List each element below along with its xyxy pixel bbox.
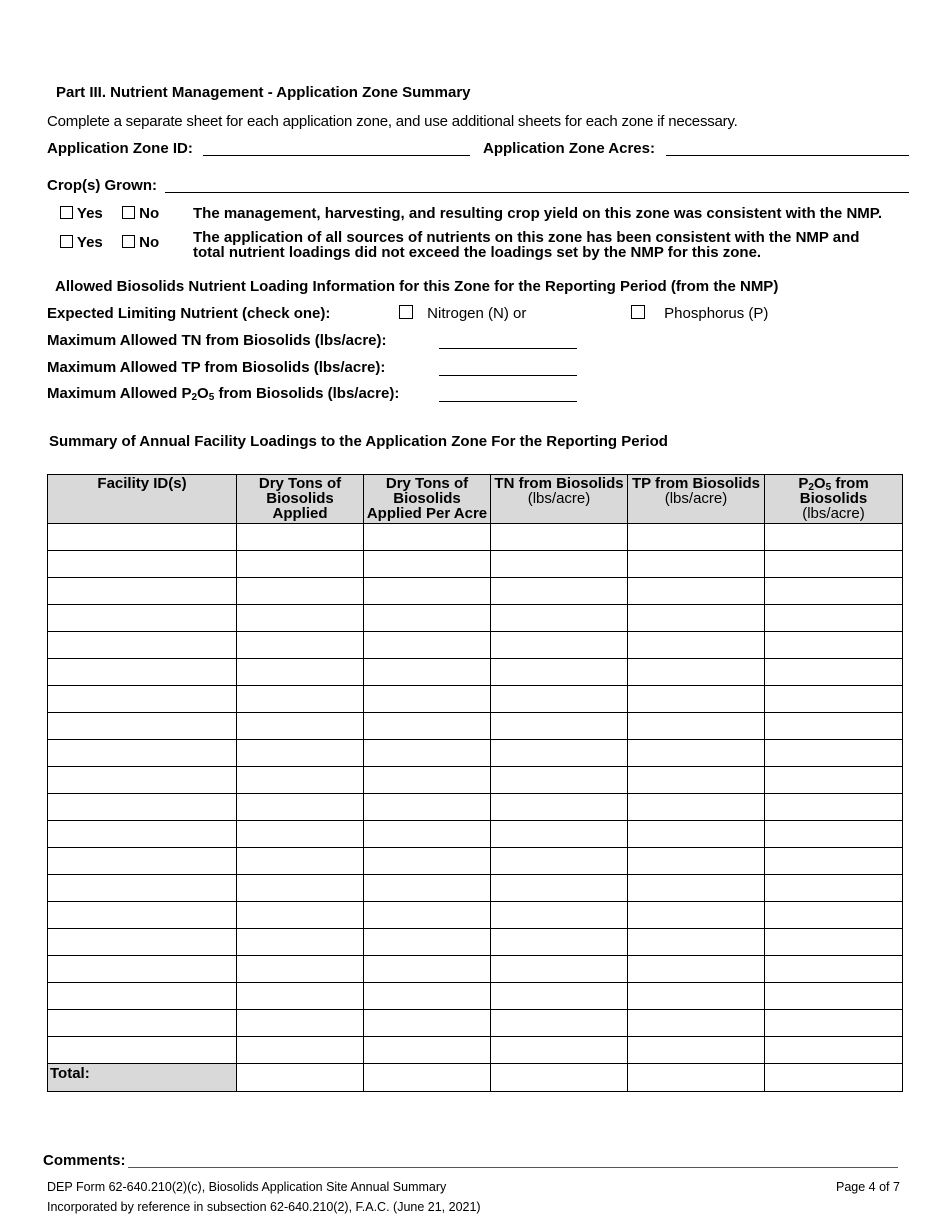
col-p2o5: $P_2O_5$ from Biosolids (lbs/acre) [765, 475, 903, 524]
yes-checkbox[interactable] [60, 206, 73, 219]
table-cell[interactable] [765, 605, 903, 632]
part-title: Part III. Nutrient Management - Application Zone Summary [56, 84, 471, 101]
table-cell[interactable] [48, 632, 237, 659]
loading-heading: Allowed Biosolids Nutrient Loading Information for this Zone for the Reporting Period (from the NMP) [55, 278, 779, 295]
yes-label: Yes [76, 205, 103, 222]
no-label: No [139, 234, 160, 251]
table-cell[interactable] [48, 713, 237, 740]
table-cell[interactable] [364, 794, 491, 821]
table-cell[interactable] [237, 1037, 364, 1064]
table-cell[interactable] [364, 902, 491, 929]
max-p2o5-label: Maximum Allowed $P_2O_5$ from Biosolids (lbs/acre): [47, 385, 400, 403]
table-cell[interactable] [491, 524, 628, 551]
table-cell[interactable] [48, 1037, 237, 1064]
table-row [48, 578, 903, 605]
table-cell[interactable] [628, 875, 765, 902]
table-header-row [48, 475, 903, 524]
table-cell[interactable] [628, 1037, 765, 1064]
table-cell[interactable] [237, 551, 364, 578]
max-tn-label: Maximum Allowed TN from Biosolids (lbs/acre): [47, 332, 387, 349]
table-cell[interactable] [48, 956, 237, 983]
table-row [48, 956, 903, 983]
yes-checkbox[interactable] [60, 235, 73, 248]
table-cell[interactable] [364, 578, 491, 605]
statement1-no[interactable] [122, 205, 159, 222]
total-cell[interactable] [364, 1064, 491, 1092]
table-cell[interactable] [628, 605, 765, 632]
table-cell[interactable] [237, 659, 364, 686]
table-cell[interactable] [237, 956, 364, 983]
max-p2o5-field[interactable] [439, 401, 577, 402]
table-cell[interactable] [628, 929, 765, 956]
table-cell[interactable] [628, 632, 765, 659]
table-cell[interactable] [237, 875, 364, 902]
table-cell[interactable] [364, 659, 491, 686]
table-cell[interactable] [364, 767, 491, 794]
table-row [48, 902, 903, 929]
table-cell[interactable] [628, 956, 765, 983]
statement2-text [193, 230, 859, 260]
limiting-label: Expected Limiting Nutrient (check one): [47, 305, 331, 322]
table-cell[interactable] [48, 659, 237, 686]
table-cell[interactable] [628, 902, 765, 929]
no-checkbox[interactable] [122, 235, 135, 248]
table-cell[interactable] [491, 578, 628, 605]
table-row [48, 659, 903, 686]
table-cell[interactable] [364, 983, 491, 1010]
zone-id-field[interactable] [203, 155, 470, 156]
statement2-no[interactable] [122, 234, 159, 251]
table-cell[interactable] [491, 875, 628, 902]
table-cell[interactable] [237, 686, 364, 713]
table-cell[interactable] [48, 821, 237, 848]
table-cell[interactable] [491, 659, 628, 686]
table-cell[interactable] [48, 929, 237, 956]
table-cell[interactable] [628, 983, 765, 1010]
table-row [48, 740, 903, 767]
table-cell[interactable] [364, 821, 491, 848]
table-cell[interactable] [765, 1037, 903, 1064]
table-cell[interactable] [491, 1010, 628, 1037]
table-cell[interactable] [491, 632, 628, 659]
footer-form-name: DEP Form 62-640.210(2)(c), Biosolids Application Site Annual Summary [47, 1180, 447, 1194]
table-cell[interactable] [48, 524, 237, 551]
table-cell[interactable] [491, 686, 628, 713]
phosphorus-option[interactable] [631, 305, 768, 322]
table-cell[interactable] [628, 686, 765, 713]
table-row [48, 875, 903, 902]
table-cell[interactable] [48, 740, 237, 767]
table-cell[interactable] [765, 875, 903, 902]
table-cell[interactable] [364, 686, 491, 713]
statement2-line2: total nutrient loadings did not exceed the loadings set by the NMP for this zone. [193, 244, 762, 261]
zone-acres-label: Application Zone Acres: [483, 140, 655, 157]
table-row [48, 794, 903, 821]
zone-id-label: Application Zone ID: [47, 140, 193, 157]
table-cell[interactable] [48, 794, 237, 821]
table-cell[interactable] [491, 956, 628, 983]
table-cell[interactable] [628, 794, 765, 821]
table-cell[interactable] [237, 632, 364, 659]
table-cell[interactable] [237, 524, 364, 551]
table-cell[interactable] [48, 578, 237, 605]
table-cell[interactable] [364, 524, 491, 551]
table-row [48, 821, 903, 848]
table-cell[interactable] [765, 821, 903, 848]
table-cell[interactable] [765, 794, 903, 821]
col-facility-id: Facility ID(s) [48, 475, 237, 524]
table-cell[interactable] [765, 740, 903, 767]
table-cell[interactable] [364, 605, 491, 632]
table-cell[interactable] [765, 713, 903, 740]
table-cell[interactable] [491, 767, 628, 794]
table-cell[interactable] [491, 983, 628, 1010]
table-cell[interactable] [628, 821, 765, 848]
table-cell[interactable] [364, 740, 491, 767]
nitrogen-option[interactable] [399, 305, 526, 322]
table-cell[interactable] [364, 1037, 491, 1064]
table-cell[interactable] [765, 524, 903, 551]
table-row [48, 605, 903, 632]
table-cell[interactable] [491, 1037, 628, 1064]
table-cell[interactable] [491, 551, 628, 578]
total-cell[interactable] [765, 1064, 903, 1092]
table-row [48, 767, 903, 794]
statement2-line1: The application of all sources of nutrients on this zone has been consistent with the NMP and [193, 229, 860, 246]
table-cell[interactable] [364, 1010, 491, 1037]
table-cell[interactable] [491, 929, 628, 956]
table-cell[interactable] [628, 551, 765, 578]
table-cell[interactable] [48, 767, 237, 794]
table-cell[interactable] [628, 740, 765, 767]
table-cell[interactable] [765, 686, 903, 713]
table-cell[interactable] [237, 929, 364, 956]
table-cell[interactable] [364, 632, 491, 659]
max-tp-label: Maximum Allowed TP from Biosolids (lbs/acre): [47, 359, 386, 376]
table-cell[interactable] [364, 956, 491, 983]
zone-acres-field[interactable] [666, 155, 909, 156]
table-cell[interactable] [48, 983, 237, 1010]
table-cell[interactable] [48, 605, 237, 632]
nitrogen-label: Nitrogen (N) or [427, 305, 527, 322]
table-cell[interactable] [491, 740, 628, 767]
table-cell[interactable] [765, 929, 903, 956]
table-cell[interactable] [765, 551, 903, 578]
total-cell[interactable] [491, 1064, 628, 1092]
table-row [48, 1037, 903, 1064]
table-cell[interactable] [48, 686, 237, 713]
table-row [48, 848, 903, 875]
table-cell[interactable] [628, 713, 765, 740]
no-checkbox[interactable] [122, 206, 135, 219]
table-cell[interactable] [765, 1010, 903, 1037]
table-row [48, 686, 903, 713]
table-cell[interactable] [364, 848, 491, 875]
table-cell[interactable] [48, 902, 237, 929]
facility-loadings-table [47, 474, 903, 1092]
table-cell[interactable] [765, 578, 903, 605]
table-cell[interactable] [491, 794, 628, 821]
table-cell[interactable] [628, 524, 765, 551]
col-dry-tons: Dry Tons of Biosolids Applied [237, 475, 364, 524]
crops-label: Crop(s) Grown: [47, 177, 157, 194]
table-row [48, 1010, 903, 1037]
table-cell[interactable] [48, 875, 237, 902]
max-tp-field[interactable] [439, 375, 577, 376]
table-cell[interactable] [237, 605, 364, 632]
footer-incorporated: Incorporated by reference in subsection 62-640.210(2), F.A.C. (June 21, 2021) [47, 1200, 481, 1214]
table-cell[interactable] [765, 659, 903, 686]
table-cell[interactable] [237, 848, 364, 875]
table-cell[interactable] [48, 1010, 237, 1037]
statement1-text: The management, harvesting, and resulting crop yield on this zone was consistent with the NMP. [193, 205, 883, 222]
statement2-yes[interactable] [60, 234, 103, 251]
table-cell[interactable] [491, 848, 628, 875]
table-cell[interactable] [491, 821, 628, 848]
col-dry-tons-per-acre: Dry Tons of Biosolids Applied Per Acre [364, 475, 491, 524]
table-cell[interactable] [491, 713, 628, 740]
table-cell[interactable] [491, 605, 628, 632]
total-label: Total: [48, 1064, 237, 1092]
table-cell[interactable] [765, 632, 903, 659]
yes-label: Yes [76, 234, 103, 251]
table-cell[interactable] [765, 902, 903, 929]
table-cell[interactable] [48, 551, 237, 578]
table-cell[interactable] [237, 713, 364, 740]
total-cell[interactable] [237, 1064, 364, 1092]
table-row [48, 983, 903, 1010]
no-label: No [139, 205, 160, 222]
phosphorus-checkbox[interactable] [631, 305, 645, 319]
table-cell[interactable] [237, 983, 364, 1010]
table-cell[interactable] [364, 929, 491, 956]
phosphorus-label: Phosphorus (P) [664, 305, 769, 322]
table-body [48, 524, 903, 1092]
table-cell[interactable] [628, 1010, 765, 1037]
comments-field[interactable] [128, 1167, 898, 1168]
table-cell[interactable] [237, 794, 364, 821]
table-cell[interactable] [765, 848, 903, 875]
instructions: Complete a separate sheet for each application zone, and use additional sheets for each zone if necessary. [47, 113, 738, 130]
table-cell[interactable] [628, 848, 765, 875]
crops-field[interactable] [165, 192, 909, 193]
col-tp: TP from Biosolids (lbs/acre) [628, 475, 765, 524]
comments-label: Comments: [43, 1152, 126, 1169]
nitrogen-checkbox[interactable] [399, 305, 413, 319]
col-tn: TN from Biosolids (lbs/acre) [491, 475, 628, 524]
table-row [48, 713, 903, 740]
table-cell[interactable] [237, 1010, 364, 1037]
table-cell[interactable] [364, 551, 491, 578]
table-cell[interactable] [765, 983, 903, 1010]
table-cell[interactable] [48, 848, 237, 875]
table-cell[interactable] [628, 659, 765, 686]
footer-page-number: Page 4 of 7 [836, 1180, 900, 1194]
statement1-yes[interactable] [60, 205, 103, 222]
table-cell[interactable] [765, 767, 903, 794]
table-cell[interactable] [628, 578, 765, 605]
total-cell[interactable] [628, 1064, 765, 1092]
table-cell[interactable] [491, 902, 628, 929]
table-row [48, 524, 903, 551]
max-tn-field[interactable] [439, 348, 577, 349]
total-row [48, 1064, 903, 1092]
summary-heading: Summary of Annual Facility Loadings to the Application Zone For the Reporting Period [49, 433, 668, 450]
table-cell[interactable] [628, 767, 765, 794]
table-cell[interactable] [237, 578, 364, 605]
table-row [48, 929, 903, 956]
table-cell[interactable] [364, 713, 491, 740]
table-cell[interactable] [364, 875, 491, 902]
table-row [48, 632, 903, 659]
table-cell[interactable] [237, 821, 364, 848]
table-cell[interactable] [237, 902, 364, 929]
table-row [48, 551, 903, 578]
table-cell[interactable] [237, 740, 364, 767]
table-cell[interactable] [237, 767, 364, 794]
table-cell[interactable] [765, 956, 903, 983]
